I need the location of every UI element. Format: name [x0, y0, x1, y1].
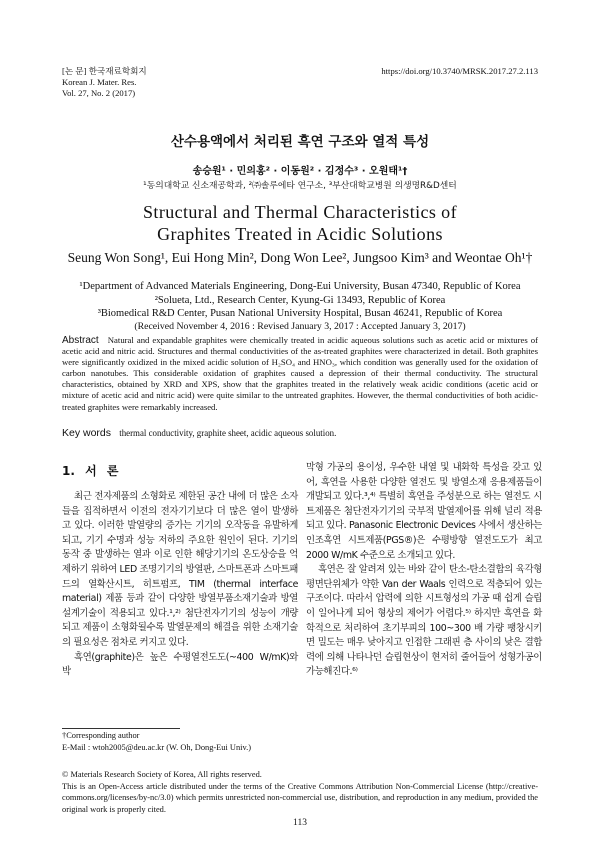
abstract-label: Abstract	[62, 335, 99, 346]
affiliation-1: ¹Department of Advanced Materials Engineering, Dong-Eui University, Busan 47340, Republic of Korea	[79, 281, 521, 292]
body-paragraph: 흑연은 잘 알려져 있는 바와 같이 탄소-탄소결합의 육각형 평면단위체가 약한 Van der Waals 인력으로 적층되어 있는 구조이다. 따라서 압력에 의한 시트형성의 가공 때 쉽게 슬립이 일어나게 되어 형상의 제어가 어렵다.⁵⁾ 하지만 흑연을 화학적으로 처리하여 초기부피의 100~300 배 가량 팽창시키면 밀도는 매우 낮아지고 인접한 그래핀 층 사이의 낮은 결합력에 의해 나타나던 슬립현상이 현저히 줄어들어 성형가공이 가능해진다.⁶⁾	[306, 564, 542, 678]
right-column	[306, 461, 542, 680]
page-number: 113	[293, 818, 307, 828]
journal-header	[62, 66, 147, 99]
footnote-divider	[62, 728, 180, 729]
abstract	[62, 335, 538, 413]
section-heading: 1. 서 론	[62, 464, 119, 478]
keywords	[62, 427, 538, 439]
corresponding-author-note: †Corresponding author	[62, 731, 140, 740]
keywords-label: Key words	[62, 427, 112, 439]
english-authors: Seung Won Song¹, Eui Hong Min², Dong Won Lee², Jungsoo Kim³ and Weontae Oh¹†	[67, 250, 533, 265]
english-title	[0, 201, 600, 245]
license-text: This is an Open-Access article distributed under the terms of the Creative Commons Attribution Non-Commercial License (http://creative-commons.org/licenses/by-nc/3.0) which permits unrestricted non-commercial use, distribution, and reproduction in any medium, provided the original work is properly cited.	[62, 781, 538, 814]
keywords-text: thermal conductivity, graphite sheet, acidic aqueous solution.	[119, 428, 337, 438]
author-email[interactable]: E-Mail : wtoh2005@deu.ac.kr (W. Oh, Dong-Eui Univ.)	[62, 742, 251, 752]
doi-link[interactable]: https://doi.org/10.3740/MRSK.2017.27.2.113	[381, 66, 538, 76]
affiliation-3: ³Biomedical R&D Center, Pusan National University Hospital, Busan 46241, Republic of Korea	[97, 308, 503, 319]
affiliations	[0, 280, 600, 321]
english-title-line2: Graphites Treated in Acidic Solutions	[157, 224, 443, 244]
korean-authors: 송승원¹ · 민의홍² · 이동원² · 김정수³ · 오원태¹†	[192, 166, 408, 177]
body-paragraph: 최근 전자제품의 소형화로 제한된 공간 내에 더 많은 소자들을 집적하면서 이전의 전자기기보다 더 많은 열이 발생하고 있다. 이러한 발열량의 증가는 기기의 오작동을 유발하게 되고, 기기 수명과 성능 저하의 주요한 원인이 된다. 기기의 동작 중 발생하는 열과 이로 인한 해당기기의 온도상승을 억제하기 위하여 LED 조명기기의 방열판, 스마트폰과 스마트패드의 열확산시트, 히트펌프, TIM (thermal interface material) 제품 등과 같이 다양한 방열부품소재기술과 방열설계기술이 적용되고 있다.¹,²⁾ 첨단전자기기의 성능이 개량되고 제품이 소형화될수록 발열문제의 해결을 위한 소재기술의 필요성은 점차로 커지고 있다.	[62, 491, 298, 648]
body-paragraph: 막형 가공의 용이성, 우수한 내열 및 내화학 특성을 갖고 있어, 흑연을 사용한 다양한 열전도 및 방열소재 응용제품들이 개발되고 있다.³,⁴⁾ 특별히 흑연을 주성분으로 하는 열전도 시트제품은 첨단전자기기의 국부적 발열제어를 위해 널리 적용되고 있다. Panasonic Electronic Devices 사에서 생산하는 인조흑연 시트제품(PGS®)은 수평방향 열전도도가 최고 2000 W/mK 수준으로 소개되고 있다.	[306, 462, 542, 561]
korean-title: 산수용액에서 처리된 흑연 구조와 열적 특성	[170, 134, 430, 150]
body-paragraph: 흑연(graphite)은 높은 수평열전도도(~400 W/mK)와 박	[62, 651, 298, 678]
abstract-text: Natural and expandable graphites were chemically treated in acidic aqueous solutions such as acetic acid or mixtures of acetic acid and nitric acid. Structures and thermal conductivities of the as-treated graphites were characterized in detail. Both graphites were significantly oxidized in the mixed acidic solution of H₂SO₄ and HNO₃, which condition was generally used for the oxidation of carbon nanotubes. This considerable oxidation of graphites caused a depression of their thermal conductivity. The structural characteristics, obtained by XRD and XPS, show that the graphites treated in the relatively weak acidic conditions (acetic acid or mixture of acetic acid and nitric acid) were quite similar to the untreated graphites. However, the thermal conductivities of both acidic-treated graphites were remarkably increased.	[62, 335, 538, 412]
footnotes	[62, 730, 251, 753]
journal-header-line1: [논 문] 한국재료학회지	[62, 66, 147, 76]
left-column	[62, 490, 298, 680]
journal-header-line3: Vol. 27, No. 2 (2017)	[62, 88, 136, 98]
received-dates: (Received November 4, 2016 : Revised January 3, 2017 : Accepted January 3, 2017)	[134, 321, 466, 332]
affiliation-2: ²Solueta, Ltd., Research Center, Kyung-Gi 13493, Republic of Korea	[154, 294, 446, 306]
journal-header-line2: Korean J. Mater. Res.	[62, 77, 137, 87]
license-block	[62, 769, 538, 815]
korean-affiliations: ¹동의대학교 신소재공학과, ²㈜솔루에타 연구소, ³부산대학교병원 의생명R&D센터	[143, 181, 457, 191]
english-title-line1: Structural and Thermal Characteristics of	[143, 202, 457, 222]
copyright-notice: © Materials Research Society of Korea, All rights reserved.	[62, 770, 262, 779]
